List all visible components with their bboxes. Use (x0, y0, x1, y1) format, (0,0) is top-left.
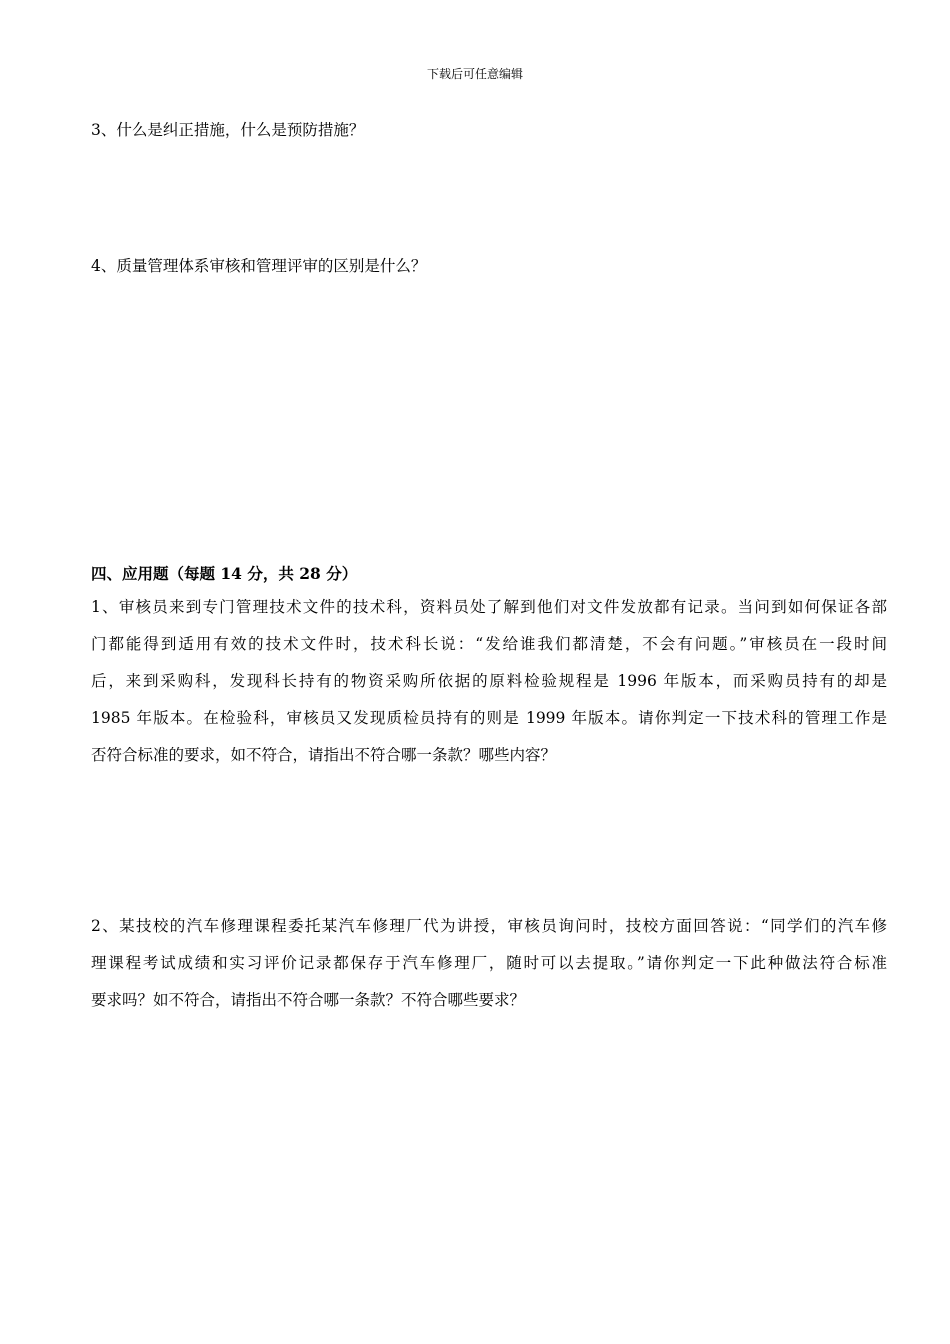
application-question-2 (91, 916, 887, 1027)
question-line: 1、审核员来到专门管理技术文件的技术科，资料员处了解到他们对文件发放都有记录。当问到如何保证各部 (91, 598, 887, 616)
question-line: 2、某技校的汽车修理课程委托某汽车修理厂代为讲授，审核员询问时，技校方面回答说：“同学们的汽车修 (91, 917, 887, 935)
application-question-1 (91, 597, 887, 782)
question-line: 1985 年版本。在检验科，审核员又发现质检员持有的则是 1999 年版本。请你判定一下技术科的管理工作是 (91, 709, 887, 727)
question-4: 4、质量管理体系审核和管理评审的区别是什么？ (91, 257, 427, 275)
section-title: 四、应用题（每题 14 分，共 28 分） (91, 564, 358, 583)
question-3: 3、什么是纠正措施，什么是预防措施？ (91, 121, 365, 139)
question-line: 门都能得到适用有效的技术文件时，技术科长说：“发给谁我们都清楚，不会有问题。”审核员在一段时间 (91, 635, 887, 653)
page-header: 下载后可任意编辑 (426, 67, 523, 81)
question-line: 后，来到采购科，发现科长持有的物资采购所依据的原料检验规程是 1996 年版本，而采购员持有的却是 (91, 672, 887, 690)
question-line: 否符合标准的要求，如不符合，请指出不符合哪一条款？哪些内容？ (91, 746, 557, 764)
question-line: 要求吗？如不符合，请指出不符合哪一条款？不符合哪些要求？ (91, 991, 526, 1009)
question-line: 理课程考试成绩和实习评价记录都保存于汽车修理厂，随时可以去提取。”请你判定一下此种做法符合标准 (91, 954, 887, 972)
